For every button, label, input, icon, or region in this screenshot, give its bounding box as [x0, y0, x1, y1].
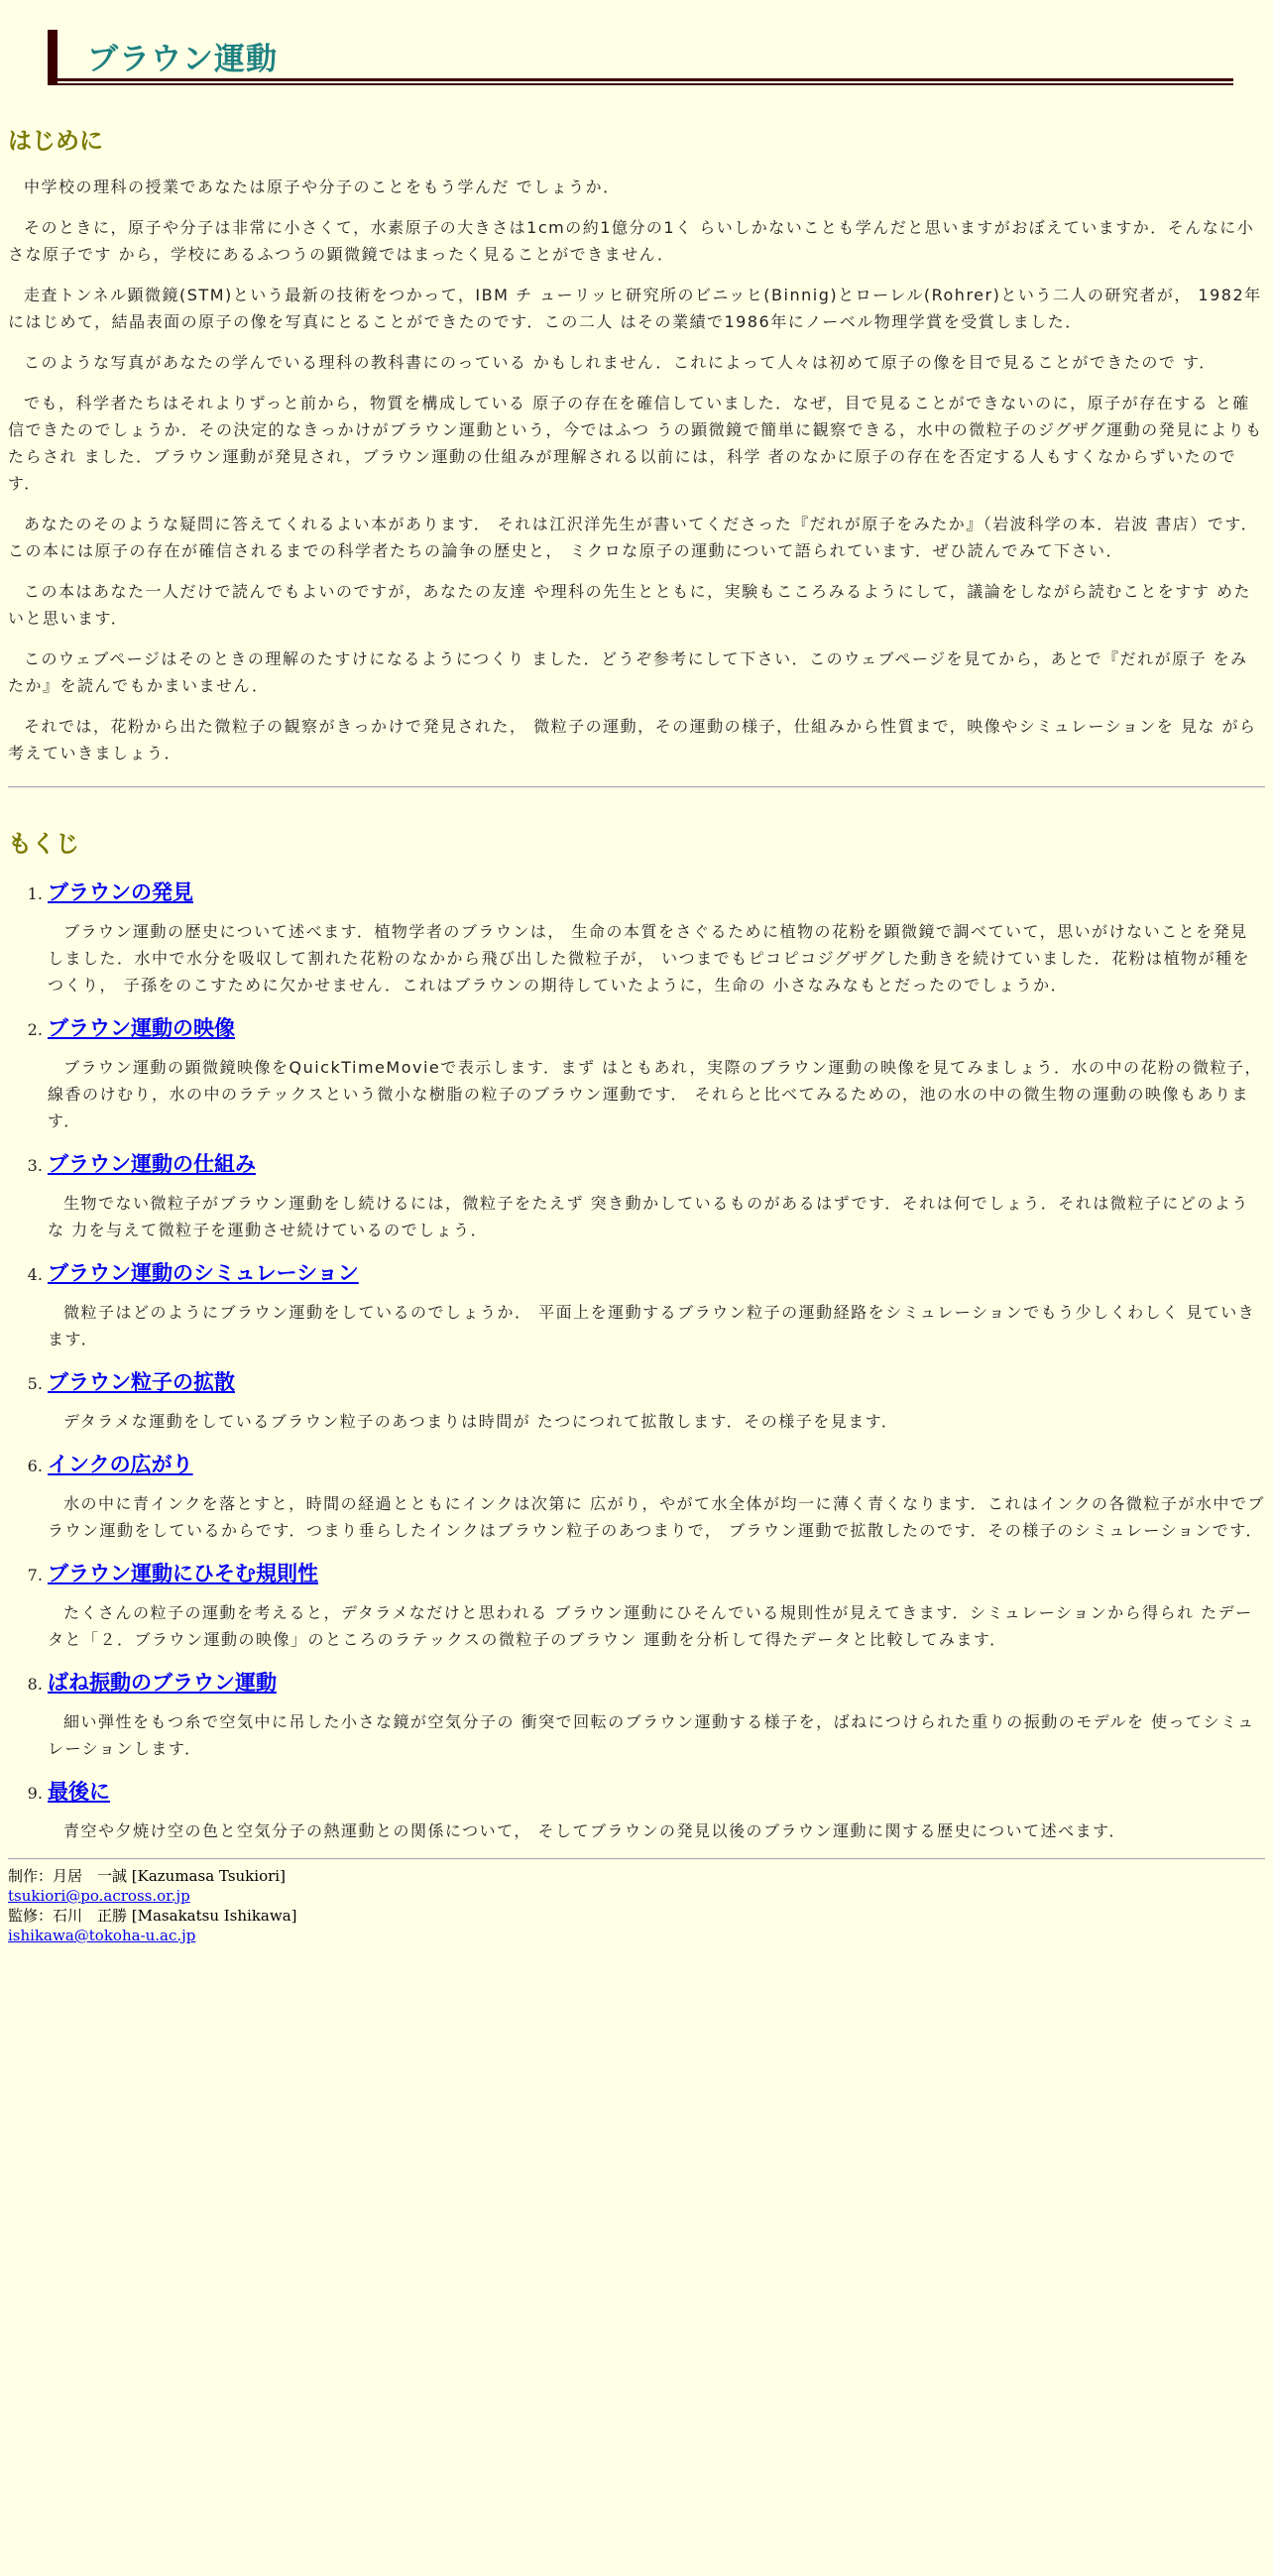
toc-item	[48, 1449, 1265, 1544]
toc-heading: もくじ	[8, 830, 79, 858]
toc-item-desc: 生物でない微粒子がブラウン運動をし続けるには，微粒子をたえず 突き動かしているものがあるはずです．それは何でしょう．それは微粒子にどのような 力を与えて微粒子を運動させ続けているのでしょう．	[48, 1194, 1249, 1239]
intro-paragraph: 中学校の理科の授業であなたは原子や分子のことをもう学んだ でしょうか．	[24, 177, 621, 196]
toc-item	[48, 1776, 1265, 1844]
toc-item-desc: たくさんの粒子の運動を考えると，デタラメなだけと思われる ブラウン運動にひそんでいる規則性が見えてきます．シミュレーションから得られ たデータと「２．ブラウン運動の映像」のところのラテックスの微粒子のブラウン 運動を分析して得たデータと比較してみます．	[48, 1603, 1253, 1649]
intro-paragraph: あなたのそのような疑問に答えてくれるよい本があります． それは江沢洋先生が書いてくださった『だれが原子をみたか』（岩波科学の本．岩波 書店）です．この本には原子の存在が確信されるまでの科学者たちの論争の歴史と， ミクロな原子の運動について語られています．ぜひ読んでみて下さい．	[8, 515, 1259, 560]
toc-link-mechanism[interactable]: ブラウン運動の仕組み	[48, 1152, 256, 1176]
toc-item	[48, 1366, 1265, 1435]
intro-heading: はじめに	[8, 127, 103, 155]
toc-link-diffusion[interactable]: ブラウン粒子の拡散	[48, 1370, 235, 1394]
toc-link-video[interactable]: ブラウン運動の映像	[48, 1016, 235, 1040]
title-banner	[48, 30, 1233, 85]
page-title: ブラウン運動	[87, 42, 278, 77]
toc-item-desc: ブラウン運動の歴史について述べます．植物学者のブラウンは， 生命の本質をさぐるために植物の花粉を顕微鏡で調べていて，思いがけないことを発見しました．水中で水分を吸収して割れた花粉のなかから飛び出した微粒子が， いつまでもピコピコジグザグした動きを続けていました．花粉は植物が種をつくり， 子孫をのこすために欠かせません．これはブラウンの期待していたように，生命の 小さなみなもとだったのでしょうか．	[48, 922, 1251, 995]
toc-item-desc: 細い弾性をもつ糸で空気中に吊した小さな鏡が空気分子の 衝突で回転のブラウン運動する様子を，ばねにつけられた重りの振動のモデルを 使ってシミュレーションします．	[48, 1712, 1255, 1758]
toc-list	[8, 877, 1265, 1844]
supervisor-email-link[interactable]: ishikawa@tokoha-u.ac.jp	[8, 1927, 196, 1944]
intro-paragraph: でも，科学者たちはそれよりずっと前から，物質を構成している 原子の存在を確信していました．なぜ，目で見ることができないのに，原子が存在する と確信できたのでしょうか．その決定的なきっかけがブラウン運動という，今ではふつ うの顕微鏡で簡単に観察できる，水中の微粒子のジグザグ運動の発見によりもたらされ ました．ブラウン運動が発見され，ブラウン運動の仕組みが理解される以前には，科学 者のなかに原子の存在を否定する人もすくなからずいたのです．	[8, 394, 1263, 493]
author-credit: 制作：月居 一誠 [Kazumasa Tsukiori]	[8, 1867, 286, 1885]
toc-item-desc: デタラメな運動をしているブラウン粒子のあつまりは時間が たつにつれて拡散します．その様子を見ます．	[63, 1412, 899, 1431]
toc-item	[48, 1667, 1265, 1762]
toc-item-desc: ブラウン運動の顕微鏡映像をQuickTimeMovieで表示します．まず はともあれ，実際のブラウン運動の映像を見てみましょう．水の中の花粉の微粒子， 線香のけむり，水の中のラテックスという微小な樹脂の粒子のブラウン運動です． それらと比べてみるための，池の水の中の微生物の運動の映像もあります．	[48, 1058, 1263, 1130]
intro-paragraph: このウェブページはそのときの理解のたすけになるようにつくり ました．どうぞ参考にして下さい．このウェブページを見てから，あとで『だれが原子 をみたか』を読んでもかまいません．	[8, 649, 1248, 695]
intro-section	[8, 174, 1265, 766]
intro-paragraph: この本はあなた一人だけで読んでもよいのですが，あなたの友達 や理科の先生とともに，実験もこころみるようにして，議論をしながら読むことをすす めたいと思います．	[8, 582, 1252, 628]
toc-link-discovery[interactable]: ブラウンの発見	[48, 880, 193, 904]
toc-link-simulation[interactable]: ブラウン運動のシミュレーション	[48, 1261, 359, 1285]
toc-item-desc: 水の中に青インクを落とすと，時間の経過とともにインクは次第に 広がり，やがて水全体が均一に薄く青くなります．これはインクの各微粒子が水中でブ ラウン運動をしているからです．つまり垂らしたインクはブラウン粒子のあつまりで， ブラウン運動で拡散したのです．その様子のシミュレーションです．	[48, 1494, 1265, 1540]
intro-paragraph: 走査トンネル顕微鏡(STM)という最新の技術をつかって，IBM チ ューリッヒ研究所のビニッヒ(Binnig)とローレル(Rohrer)という二人の研究者が， 1982年にはじめて，結晶表面の原子の像を写真にとることができたのです．この二人 はその業績で1986年にノーベル物理学賞を受賞しました．	[8, 286, 1262, 331]
credits	[8, 1866, 1265, 1945]
supervisor-credit: 監修：石川 正勝 [Masakatsu Ishikawa]	[8, 1907, 297, 1925]
author-email-link[interactable]: tsukiori@po.across.or.jp	[8, 1887, 190, 1905]
toc-item	[48, 1257, 1265, 1352]
intro-paragraph: それでは，花粉から出た微粒子の観察がきっかけで発見された， 微粒子の運動，その運動の様子，仕組みから性質まで，映像やシミュレーションを 見な がら考えていきましょう．	[8, 717, 1257, 762]
toc-item	[48, 1012, 1265, 1134]
footer-divider	[8, 1858, 1265, 1860]
toc-item	[48, 1558, 1265, 1653]
intro-paragraph: そのときに，原子や分子は非常に小さくて，水素原子の大きさは1cmの約1億分の1く らいしかないことも学んだと思いますがおぼえていますか．そんなに小さな原子です から，学校にあるふつうの顕微鏡ではまったく見ることができません．	[8, 218, 1255, 264]
toc-item	[48, 1148, 1265, 1243]
toc-item	[48, 877, 1265, 998]
toc-link-regularity[interactable]: ブラウン運動にひそむ規則性	[48, 1562, 318, 1585]
toc-link-ink[interactable]: インクの広がり	[48, 1453, 193, 1476]
intro-paragraph: このような写真があなたの学んでいる理科の教科書にのっている かもしれません．これによって人々は初めて原子の像を目で見ることができたので す．	[24, 353, 1216, 372]
toc-link-spring[interactable]: ばね振動のブラウン運動	[48, 1671, 277, 1695]
page	[0, 30, 1273, 1945]
toc-item-desc: 青空や夕焼け空の色と空気分子の熱運動との関係について， そしてブラウンの発見以後のブラウン運動に関する歴史について述べます．	[63, 1821, 1126, 1840]
section-divider	[8, 786, 1265, 788]
toc-item-desc: 微粒子はどのようにブラウン運動をしているのでしょうか． 平面上を運動するブラウン粒子の運動経路をシミュレーションでもう少しくわしく 見ていきます．	[48, 1303, 1256, 1348]
toc-link-conclusion[interactable]: 最後に	[48, 1780, 110, 1804]
title-underline	[58, 78, 1233, 85]
